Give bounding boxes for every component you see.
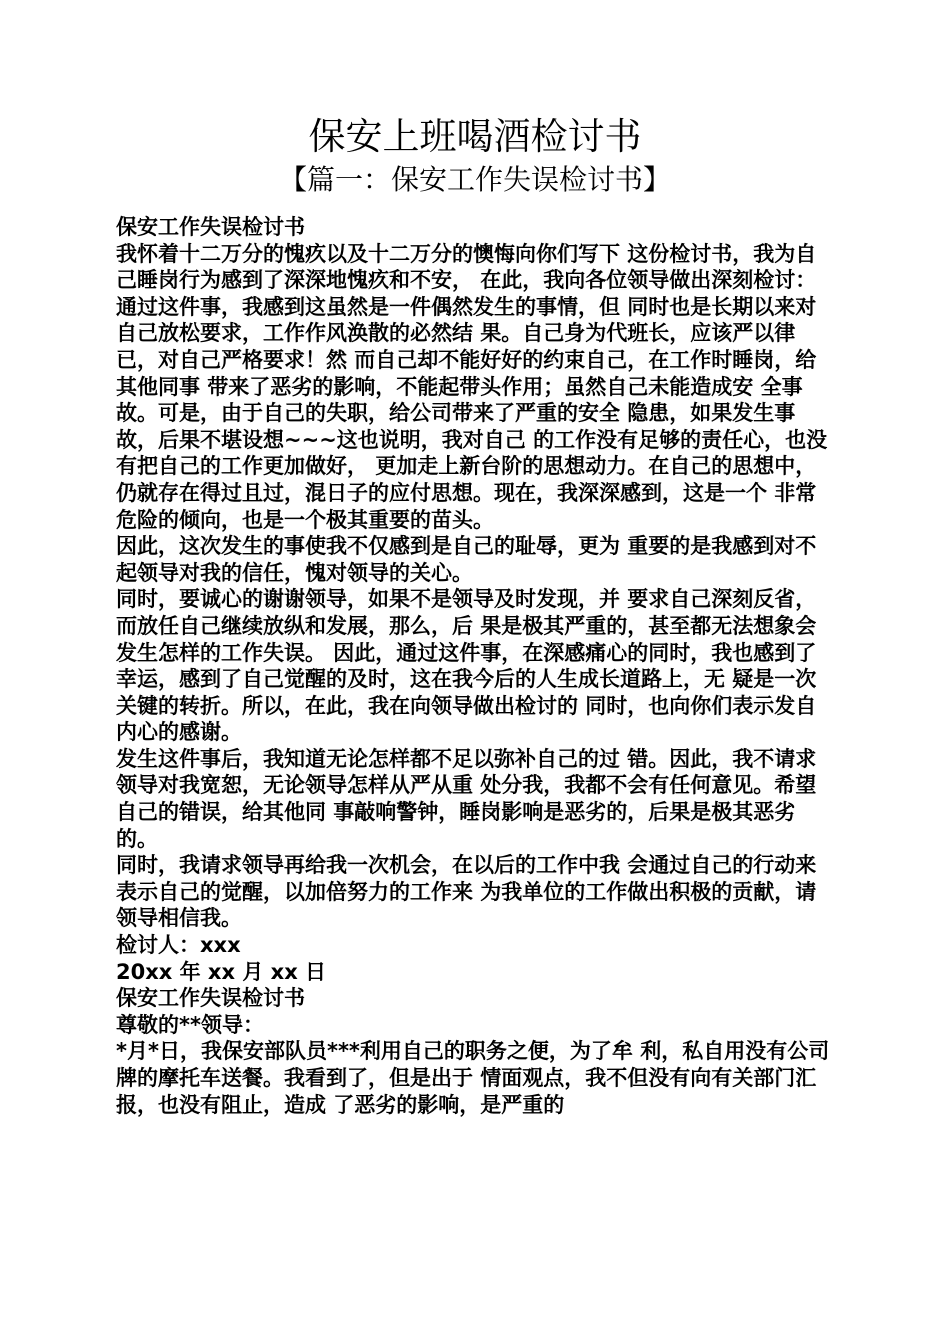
section-heading: 保安工作失误检讨书	[116, 986, 305, 1011]
section-heading: 保安工作失误检讨书	[116, 215, 305, 239]
salutation: 尊敬的**领导：	[116, 1012, 264, 1037]
document-title: 保安上班喝酒检讨书	[308, 115, 642, 158]
paragraph: 发生这件事后，我知道无论怎样都不足以弥补自己的过 错。因此，我不请求领导对我宽恕，无论领导怎样从严从重 处分我，我都不会有任何意见。希望自己的错误，给其他同 事敲响警钟，睡岗影响是恶劣的，后果是极其恶劣的。	[116, 746, 817, 851]
paragraph: 同时，我请求领导再给我一次机会，在以后的工作中我 会通过自己的行动来表示自己的觉醒，以加倍努力的工作来 为我单位的工作做出积极的贡献，请领导相信我。	[116, 853, 817, 931]
paragraph: *月*日，我保安部队员***利用自己的职务之便，为了牟 利，私自用没有公司牌的摩托车送餐。我看到了，但是出于 情面观点，我不但没有向有关部门汇报，也没有阻止，造成 了恶劣的影响，是严重的	[116, 1039, 830, 1117]
date-line: 20xx 年 xx 月 xx 日	[116, 959, 327, 984]
paragraph: 同时，要诚心的谢谢领导，如果不是领导及时发现，并 要求自己深刻反省，而放任自己继续放纵和发展，那么，后 果是极其严重的，甚至都无法想象会发生怎样的工作失误。 因此，通过这件事，在深感痛心的同时，我也感到了幸运，感到了自己觉醒的及时，这在我今后的人生成长道路上，无 疑是一次关键的转折。所以，在此，我在向领导做出检讨的 同时，也向你们表示发自内心的感谢。	[116, 587, 817, 745]
paragraph: 因此，这次发生的事使我不仅感到是自己的耻辱，更为 重要的是我感到对不起领导对我的信任，愧对领导的关心。	[116, 534, 817, 585]
document-subtitle: 【篇一：保安工作失误检讨书】	[278, 163, 671, 196]
paragraph: 我怀着十二万分的愧疚以及十二万分的懊悔向你们写下 这份检讨书，我为自己睡岗行为感到了深深地愧疚和不安， 在此，我向各位领导做出深刻检讨：	[116, 241, 817, 293]
paragraph: 通过这件事，我感到这虽然是一件偶然发生的事情，但 同时也是长期以来对自己放松要求，工作作风涣散的必然结 果。自己身为代班长，应该严以律已，对自己严格要求！然 而自己却不能好好的约束自己，在工作时睡岗，给其他同事 带来了恶劣的影响，不能起带头作用；虽然自己未能造成安 全事故。可是，由于自己的失职，给公司带来了严重的安全 隐患，如果发生事故，后果不堪设想~~~这也说明，我对自己 的工作没有足够的责任心，也没有把自己的工作更加做好， 更加走上新台阶的思想动力。在自己的思想中，仍就存在得过且过，混日子的应付思想。现在，我深深感到，这是一个 非常危险的倾向，也是一个极其重要的苗头。	[116, 294, 828, 532]
signature-line: 检讨人：xxx	[116, 933, 241, 958]
document-body	[116, 214, 836, 1118]
